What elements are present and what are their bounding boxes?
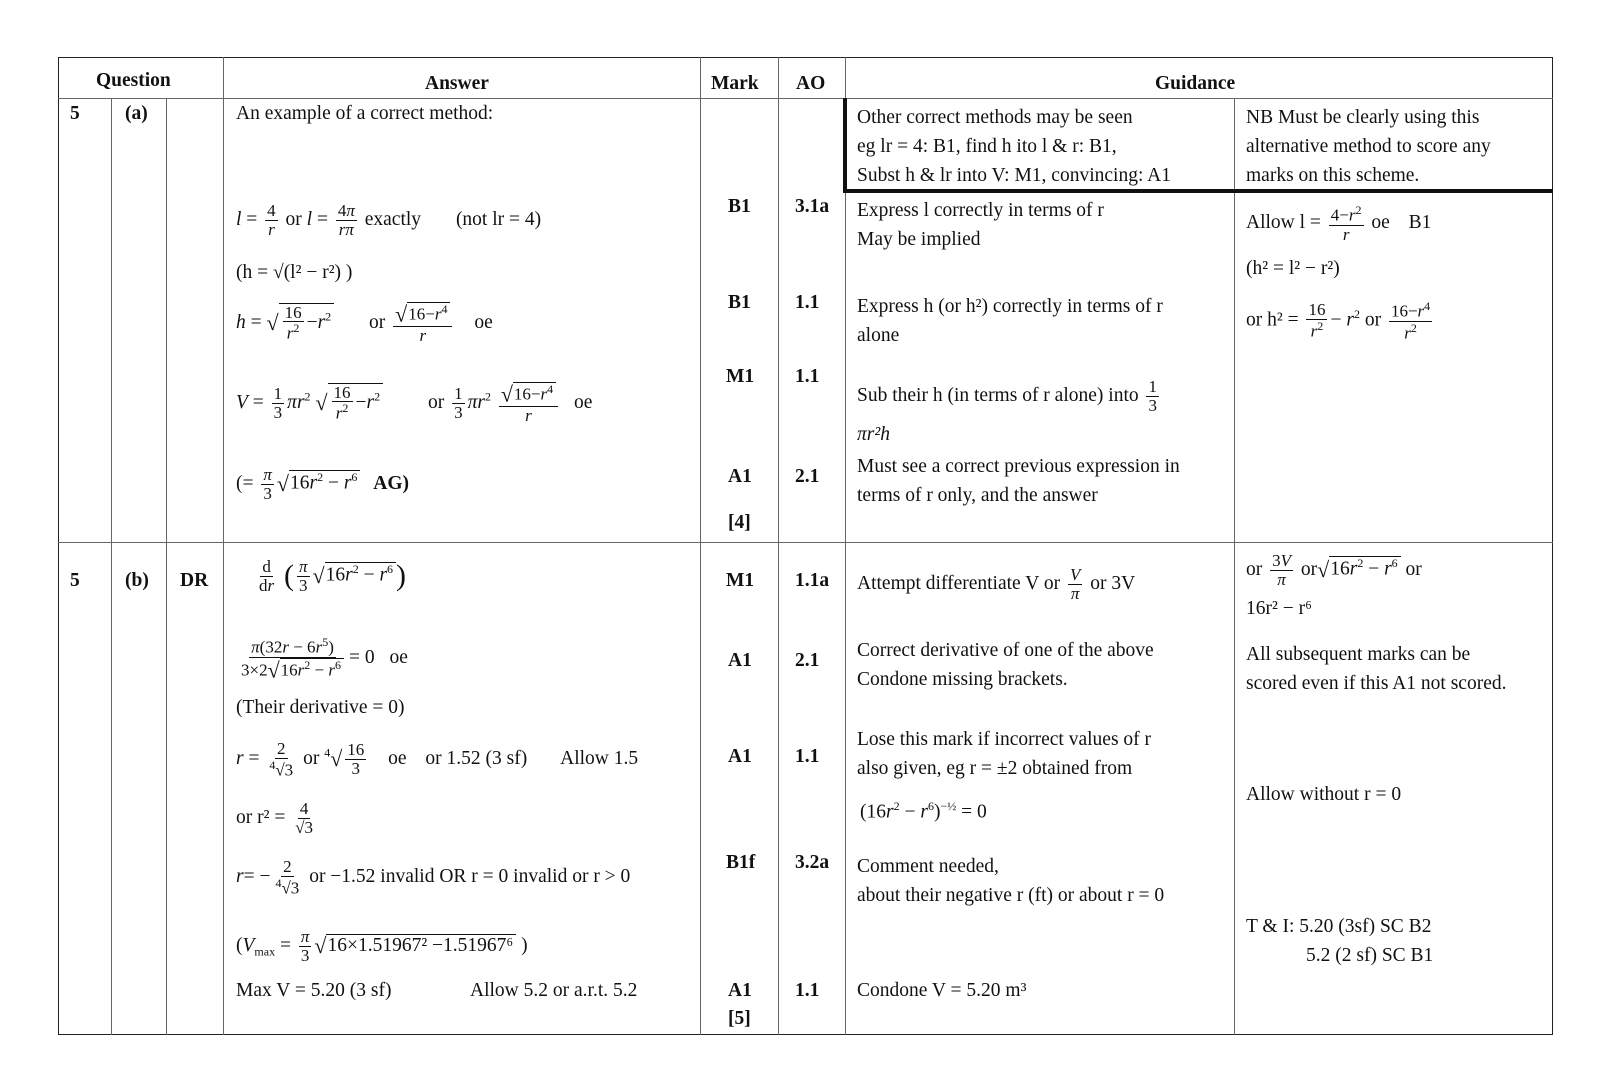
guidance-allow-l: Allow l = $\frac{4-r^2}{r}$ oe B1 xyxy=(1246,203,1432,244)
guidance-h2-alt: or h² = $\frac{16}{r^2}$ − $r^2$ or $\frac{16-r^4}{r^2}$ xyxy=(1246,299,1431,343)
ao-b2: 2.1 xyxy=(795,650,820,671)
header-guidance: Guidance xyxy=(1155,73,1236,94)
ao-b1: 1.1a xyxy=(795,570,830,591)
guidance-b2-note: All subsequent marks can be scored even if this A1 not scored. xyxy=(1246,644,1507,694)
guidance-a4: Must see a correct previous expression in terms of r only, and the answer xyxy=(857,456,1180,506)
answer-v-expression: V = $\frac{1}{3}$ $\pi r^2$ √ $\frac{16}{r^2}$ $-r^2$ or $\frac{1}{3}$ $\pi r^2$ $\frac{√16-r^4}{r}$ oe xyxy=(236,381,593,425)
guidance-alternative-method: Other correct methods may be seen eg lr = 4: B1, find h ito l & r: B1, Subst h & lr into V: M1, convincing: A1 xyxy=(857,107,1171,186)
guidance-b4: Comment needed, about their negative r (ft) or about r = 0 xyxy=(857,856,1165,906)
answer-max-v: Max V = 5.20 (3 sf) xyxy=(236,980,392,1001)
guidance-b3-allow: Allow without r = 0 xyxy=(1246,784,1402,805)
guidance-b2: Correct derivative of one of the above Condone missing brackets. xyxy=(857,640,1154,690)
header-question: Question xyxy=(96,70,171,91)
guidance-b3-expression: $(16r^2 - r^6)^{-\frac{1}{2}} = 0$ xyxy=(860,799,987,823)
guidance-a1: Express l correctly in terms of r May be implied xyxy=(857,200,1104,250)
mark-a1-b2: A1 xyxy=(728,650,752,671)
answer-intro: An example of a correct method: xyxy=(236,103,494,124)
answer-allow-5-2: Allow 5.2 or a.r.t. 5.2 xyxy=(470,980,638,1001)
mark-m1-a3: M1 xyxy=(726,366,755,387)
mark-a1-a4: A1 xyxy=(728,466,752,487)
answer-vmax: ($V_{max}$ = $\frac{\pi}{3}$ √16×1.51967² −1.51967⁶ ) xyxy=(236,927,528,965)
answer-negative-r: r= − $\frac{2}{^4√3}$ or −1.52 invalid OR r = 0 invalid or r > 0 xyxy=(236,857,631,898)
guidance-b1-poly: 16r² − r⁶ xyxy=(1246,598,1312,619)
guidance-a3: Sub their h (in terms of r alone) into $\frac{1}{3}$ xyxy=(857,377,1157,415)
answer-ag: (= $\frac{\pi}{3}$ $√16r^2 - r^6$ AG) xyxy=(236,465,410,503)
answer-h-definition: (h = √(l² − r²) ) xyxy=(236,262,353,283)
guidance-nb: NB Must be clearly using this alternative method to score any marks on this scheme. xyxy=(1246,107,1491,186)
answer-l-expression: l = $\frac{4}{r}$ or l = $\frac{4\pi}{r\pi}$ exactly (not lr = 4) xyxy=(236,201,542,239)
guidance-b1: Attempt differentiate V or $\frac{V}{\pi}$ or 3V xyxy=(857,565,1136,603)
guidance-b3: Lose this mark if incorrect values of r also given, eg r = ±2 obtained from xyxy=(857,729,1152,779)
question-number-b: 5 xyxy=(70,570,80,591)
header-mark: Mark xyxy=(711,73,759,94)
ao-b3: 1.1 xyxy=(795,746,820,767)
mark-a1-b3: A1 xyxy=(728,746,752,767)
guidance-a3-pir2h: πr²h xyxy=(857,424,890,445)
ao-a1: 3.1a xyxy=(795,196,830,217)
ao-a3: 1.1 xyxy=(795,366,820,387)
answer-r-value: r = $\frac{2}{^4√3}$ or $^4$√ $\frac{16}{3}$ oe or 1.52 (3 sf) Allow 1.5 xyxy=(236,739,639,780)
question-number-a: 5 xyxy=(70,103,80,124)
header-answer: Answer xyxy=(425,73,489,94)
header-ao: AO xyxy=(796,73,826,94)
answer-derivative-setup: $\frac{d}{dr}$ ( $\frac{\pi}{3}$ $√16r^2 - r^6$ ) xyxy=(259,557,407,595)
mark-b1-a2: B1 xyxy=(728,292,751,313)
mark-m1-b1: M1 xyxy=(726,570,755,591)
ao-b6: 1.1 xyxy=(795,980,820,1001)
guidance-b1-alt: or $\frac{3V}{\pi}$ $or√16r^2 - r^6$ or xyxy=(1246,551,1422,589)
answer-r-squared: or r² = $\frac{4}{√3}$ xyxy=(236,799,314,837)
mark-a1-b6: A1 xyxy=(728,980,752,1001)
question-part-a: (a) xyxy=(125,103,148,124)
guidance-trial-improvement: T & I: 5.20 (3sf) SC B2 5.2 (2 sf) SC B1 xyxy=(1246,916,1434,966)
total-a: [4] xyxy=(728,512,751,533)
total-b: [5] xyxy=(728,1008,751,1029)
guidance-b6: Condone V = 5.20 m³ xyxy=(857,980,1027,1001)
question-part-b: (b) xyxy=(125,570,149,591)
mark-b1f-b4: B1f xyxy=(726,852,756,873)
ao-a4: 2.1 xyxy=(795,466,820,487)
mark-b1-a1: B1 xyxy=(728,196,751,217)
answer-h-expression: h = √ $\frac{16}{r^2}$ $-r^2$ or $\frac{√16-r^4}{r}$ oe xyxy=(236,301,493,345)
ao-a2: 1.1 xyxy=(795,292,820,313)
answer-their-derivative: (Their derivative = 0) xyxy=(236,697,405,718)
guidance-h2: (h² = l² − r²) xyxy=(1246,258,1340,279)
ao-b4: 3.2a xyxy=(795,852,830,873)
dr-label: DR xyxy=(180,570,209,591)
guidance-a2: Express h (or h²) correctly in terms of r alone xyxy=(857,296,1163,346)
answer-derivative-zero: $\frac{\pi(32r - 6r^5)}{3\times 2√16r^2 - r^6}$ = 0 oe xyxy=(241,635,408,683)
